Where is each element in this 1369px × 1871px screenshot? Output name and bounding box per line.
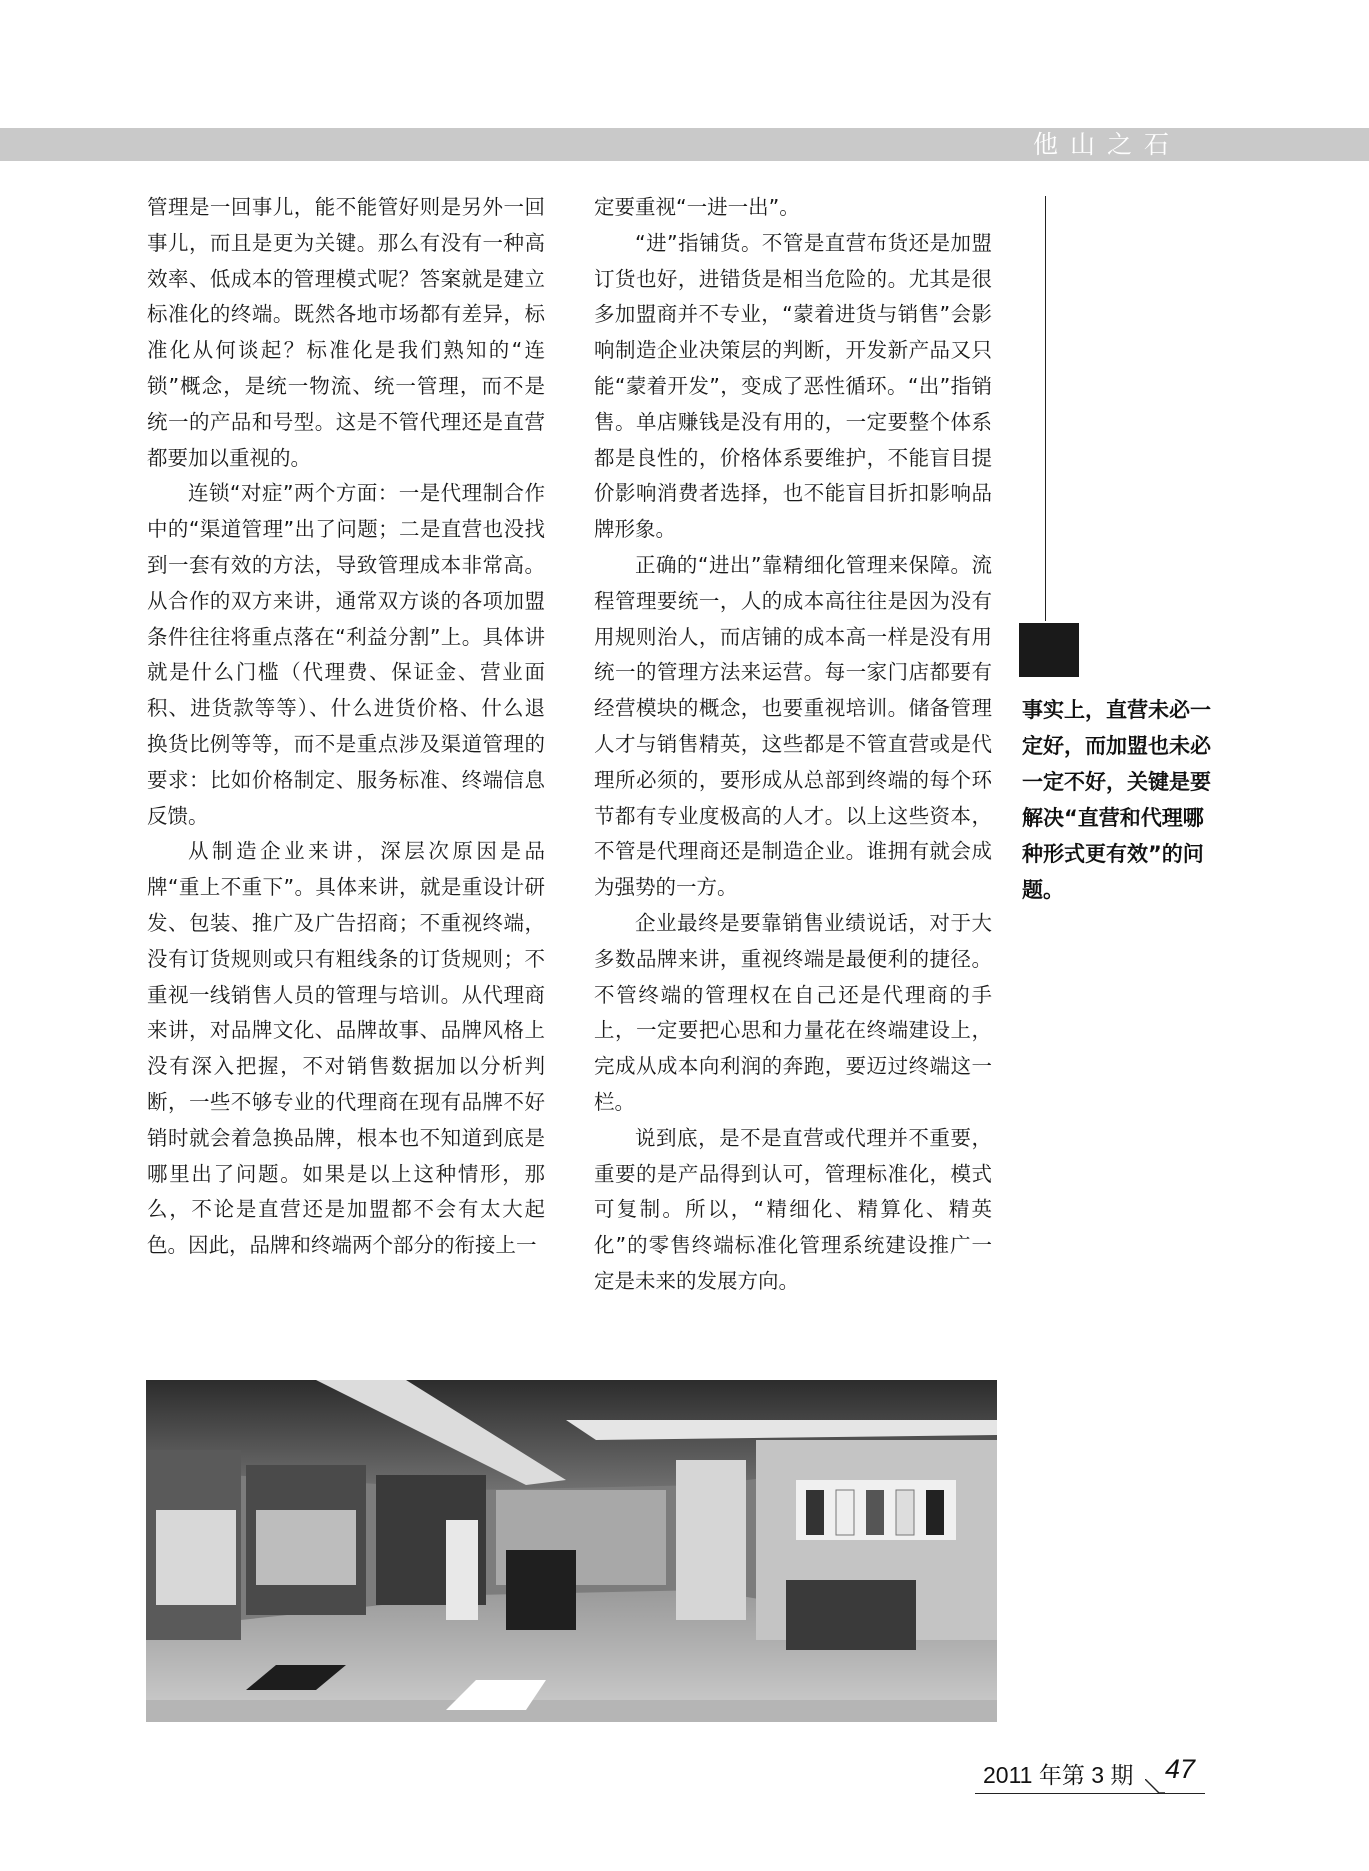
sidebar-vertical-rule <box>1045 196 1046 621</box>
page-number: 47 <box>1165 1754 1196 1784</box>
paragraph: 连锁“对症”两个方面：一是代理制合作中的“渠道管理”出了问题；二是直营也没找到一套有效的方法，导致管理成本非常高。从合作的双方来讲，通常双方谈的各项加盟条件往往将重点落在“利益分割”上。具体讲就是什么门槛（代理费、保证金、营业面积、进货款等等）、什么进货价格、什么退换货比例等等，而不是重点涉及渠道管理的要求：比如价格制定、服务标准、终端信息反馈。 <box>147 481 545 828</box>
paragraph: 企业最终是要靠销售业绩说话，对于大多数品牌来讲，重视终端是最便利的捷径。不管终端的管理权在自己还是代理商的手上，一定要把心思和力量花在终端建设上，完成从成本向利润的奔跑，要迈过终端这一栏。 <box>594 910 992 1114</box>
paragraph: 定要重视“一进一出”。 <box>594 195 800 219</box>
issue-label: 2011 年第 3 期 <box>983 1762 1134 1788</box>
store-interior-photo <box>146 1380 997 1722</box>
paragraph: 管理是一回事儿，能不能管好则是另外一回事儿，而且是更为关键。那么有没有一种高效率、低成本的管理模式呢？答案就是建立标准化的终端。既然各地市场都有差异，标准化从何谈起？标准化是我们熟知的“连锁”概念，是统一物流、统一管理，而不是统一的产品和号型。这是不管代理还是直营都要加以重视的。 <box>147 195 545 470</box>
paragraph: 正确的“进出”靠精细化管理来保障。流程管理要统一，人的成本高往往是因为没有用规则治人，而店铺的成本高一样是没有用统一的管理方法来运营。每一家门店都要有经营模块的概念，也要重视培训。储备管理人才与销售精英，这些都是不管直营或是代理所必须的，要形成从总部到终端的每个环节都有专业度极高的人才。以上这些资本，不管是代理商还是制造企业。谁拥有就会成为强势的一方。 <box>594 552 992 900</box>
paragraph: 说到底，是不是直营或代理并不重要，重要的是产品得到认可，管理标准化，模式可复制。所以，“精细化、精算化、精英化”的零售终端标准化管理系统建设推广一定是未来的发展方向。 <box>594 1125 992 1293</box>
column-left <box>147 190 545 1264</box>
footer-rule <box>975 1793 1205 1794</box>
paragraph: “进”指铺货。不管是直营布货还是加盟订货也好，进错货是相当危险的。尤其是很多加盟商并不专业，“蒙着进货与销售”会影响制造企业决策层的判断，开发新产品又只能“蒙着开发”，变成了恶性循环。“出”指销售。单店赚钱是没有用的，一定要整个体系都是良性的，价格体系要维护，不能盲目提价影响消费者选择，也不能盲目折扣影响品牌形象。 <box>594 230 992 542</box>
section-title: 他山之石 <box>1032 130 1181 159</box>
sidebar-black-block <box>1019 623 1079 677</box>
pull-quote: 事实上，直营未必一定好，而加盟也未必一定不好，关键是要解决“直营和代理哪种形式更有效”的问题。 <box>1022 698 1211 902</box>
paragraph: 从制造企业来讲，深层次原因是品牌“重上不重下”。具体来讲，就是重设计研发、包装、推广及广告招商；不重视终端，没有订货规则或只有粗线条的订货规则；不重视一线销售人员的管理与培训。从代理商来讲，对品牌文化、品牌故事、品牌风格上没有深入把握，不对销售数据加以分析判断，一些不够专业的代理商在现有品牌不好销时就会着急换品牌，根本也不知道到底是哪里出了问题。如果是以上这种情形，那么，不论是直营还是加盟都不会有太大起色。因此，品牌和终端两个部分的衔接上一 <box>147 839 545 1258</box>
footer-tick-mark <box>1145 1779 1165 1795</box>
column-middle <box>594 190 992 1300</box>
